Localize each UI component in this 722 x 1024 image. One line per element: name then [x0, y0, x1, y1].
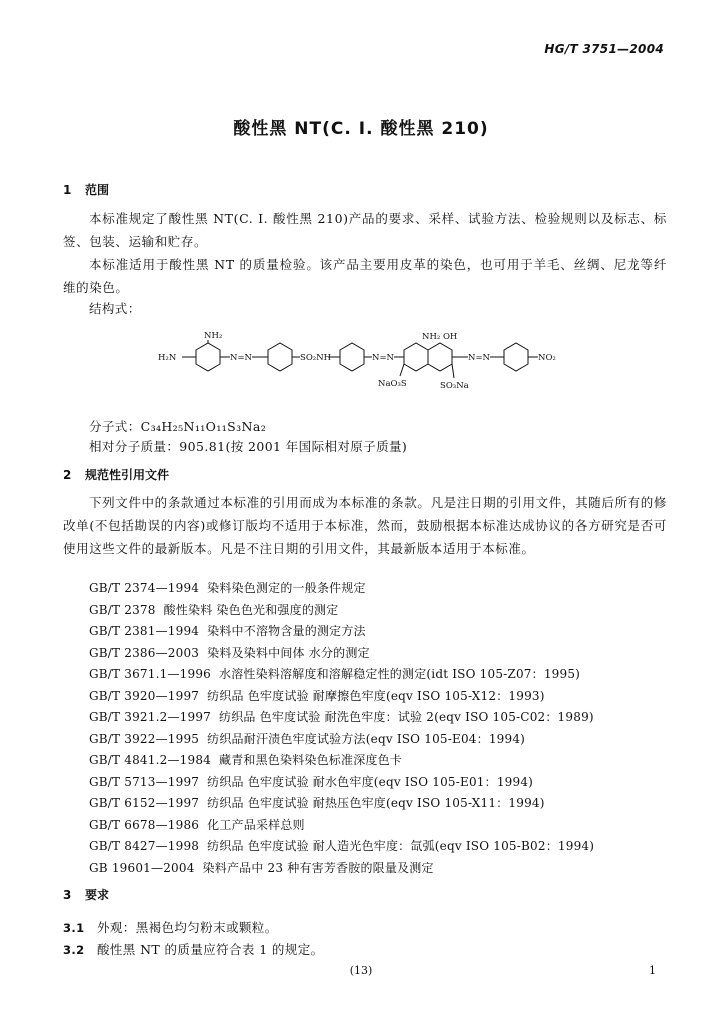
reference-code: GB/T 3920—1997: [89, 688, 200, 703]
requirement-number: 3.1: [63, 921, 85, 935]
reference-code: GB/T 6678—1986: [89, 817, 200, 832]
reference-title: 纺织品 色牢度试验 耐热压色牢度(eqv ISO 105-X11：1994): [207, 796, 545, 810]
reference-item: [89, 643, 594, 665]
requirement-item: [63, 940, 324, 958]
reference-title: 染料染色测定的一般条件规定: [207, 581, 366, 595]
section-2-heading: [63, 466, 169, 483]
section-number: 2: [63, 468, 72, 482]
reference-title: 纺织品 色牢度试验 耐摩擦色牢度(eqv ISO 105-X12：1993): [207, 688, 545, 703]
reference-list: [89, 578, 594, 879]
naphthalene-ring-a: [404, 343, 428, 371]
reference-code: GB/T 5713—1997: [89, 774, 200, 789]
reference-item: [89, 729, 594, 751]
reference-title: 纺织品耐汗渍色牢度试验方法(eqv ISO 105-E04：1994): [207, 731, 526, 746]
scope-paragraph-2: 本标准适用于酸性黑 NT 的质量检验。该产品主要用皮革的染色，也可用于羊毛、丝绸、尼龙等纤维的染色。: [63, 257, 667, 295]
h2n-group: H₂N: [158, 353, 177, 363]
page-number-label: (13): [349, 964, 373, 977]
reference-code: GB/T 6152—1997: [89, 796, 200, 810]
section-1-heading: [63, 181, 109, 198]
reference-code: GB/T 2374—1994: [89, 581, 200, 595]
azo-link-1: N=N: [230, 353, 252, 363]
reference-title: 染料产品中 23 种有害芳香胺的限量及测定: [202, 860, 434, 875]
reference-title: 纺织品 色牢度试验 耐洗色牢度：试验 2(eqv ISO 105-C02：1989): [219, 710, 594, 724]
so3na-right-group: SO₃Na: [440, 381, 469, 391]
reference-item: [89, 750, 594, 772]
benzene-ring-2: [268, 343, 292, 371]
reference-title: 藏青和黑色染料染色标准深度色卡: [219, 753, 403, 767]
reference-item: [89, 578, 594, 600]
naso3-left-group: NaO₃S: [378, 379, 407, 389]
reference-item: [89, 664, 594, 686]
requirement-number: 3.2: [63, 943, 85, 957]
reference-item: [89, 686, 594, 708]
benzene-ring-4: [504, 343, 528, 371]
reference-item: [89, 815, 594, 837]
nh2-oh-groups: NH₂ OH: [422, 332, 458, 342]
reference-item: [89, 600, 594, 622]
reference-code: GB/T 2386—2003: [89, 645, 200, 660]
molecular-mass: 相对分子质量：905.81(按 2001 年国际相对原子质量): [89, 439, 408, 454]
structural-formula: [150, 328, 620, 398]
reference-code: GB/T 2381—1994: [89, 624, 200, 638]
benzene-ring-3: [340, 343, 364, 371]
reference-title: 水溶性染料溶解度和溶解稳定性的测定(idt ISO 105-Z07：1995): [219, 667, 581, 681]
requirement-text: 外观：黑褐色均匀粉末或颗粒。: [97, 920, 278, 935]
reference-code: GB/T 3921.2—1997: [89, 710, 211, 724]
benzene-ring-1: [196, 343, 220, 371]
structure-label: 结构式：: [89, 301, 141, 316]
section-3-heading: [63, 886, 109, 903]
reference-title: 化工产品采样总则: [207, 817, 305, 832]
reference-code: GB/T 3671.1—1996: [89, 667, 211, 681]
standard-code: HG/T 3751—2004: [544, 42, 664, 56]
section-number: 3: [63, 888, 72, 902]
reference-title: 纺织品 色牢度试验 耐水色牢度(eqv ISO 105-E01：1994): [207, 774, 534, 789]
nitro-group: NO₂: [538, 353, 556, 363]
nh2-group: NH₂: [204, 331, 223, 341]
azo-link-3: N=N: [468, 353, 490, 363]
reference-code: GB/T 4841.2—1984: [89, 753, 211, 767]
section-number: 1: [63, 183, 72, 197]
document-title: 酸性黑 NT(C. I. 酸性黑 210): [233, 119, 489, 139]
molecular-formula: 分子式：C₃₄H₂₅N₁₁O₁₁S₃Na₂: [89, 419, 267, 434]
sheet-number: 1: [649, 964, 656, 977]
requirement-text: 酸性黑 NT 的质量应符合表 1 的规定。: [97, 942, 324, 957]
reference-item: [89, 836, 594, 858]
sulfonamide-group: SO₂NH: [300, 353, 332, 363]
naphthalene-ring-b: [428, 343, 452, 371]
reference-code: GB 19601—2004: [89, 860, 195, 875]
reference-title: 染料中不溶物含量的测定方法: [207, 624, 366, 638]
reference-item: [89, 621, 594, 643]
reference-item: [89, 772, 594, 794]
reference-title: 染料及染料中间体 水分的测定: [207, 645, 370, 660]
section-title: 范围: [85, 183, 110, 197]
normative-references-intro: 下列文件中的条款通过本标准的引用而成为本标准的条款。凡是注日期的引用文件，其随后所有的修改单(不包括勘误的内容)或修订版均不适用于本标准，然而，鼓励根据本标准达成协议的各方研究是否可使用这些文件的最新版本。凡是不注日期的引用文件，其最新版本适用于本标准。: [63, 495, 667, 556]
reference-code: GB/T 8427—1998: [89, 839, 200, 853]
reference-item: [89, 707, 594, 729]
reference-item: [89, 858, 594, 880]
requirement-item: [63, 918, 278, 936]
reference-title: 纺织品 色牢度试验 耐人造光色牢度：氙弧(eqv ISO 105-B02：1994): [207, 839, 595, 853]
scope-paragraph-1: 本标准规定了酸性黑 NT(C. I. 酸性黑 210)产品的要求、采样、试验方法、检验规则以及标志、标签、包装、运输和贮存。: [63, 211, 667, 249]
reference-code: GB/T 3922—1995: [89, 731, 200, 746]
reference-title: 酸性染料 染色色光和强度的测定: [163, 602, 339, 617]
reference-item: [89, 793, 594, 815]
reference-code: GB/T 2378: [89, 602, 156, 617]
section-title: 规范性引用文件: [85, 468, 170, 482]
azo-link-2: N=N: [372, 353, 394, 363]
section-title: 要求: [85, 888, 110, 902]
